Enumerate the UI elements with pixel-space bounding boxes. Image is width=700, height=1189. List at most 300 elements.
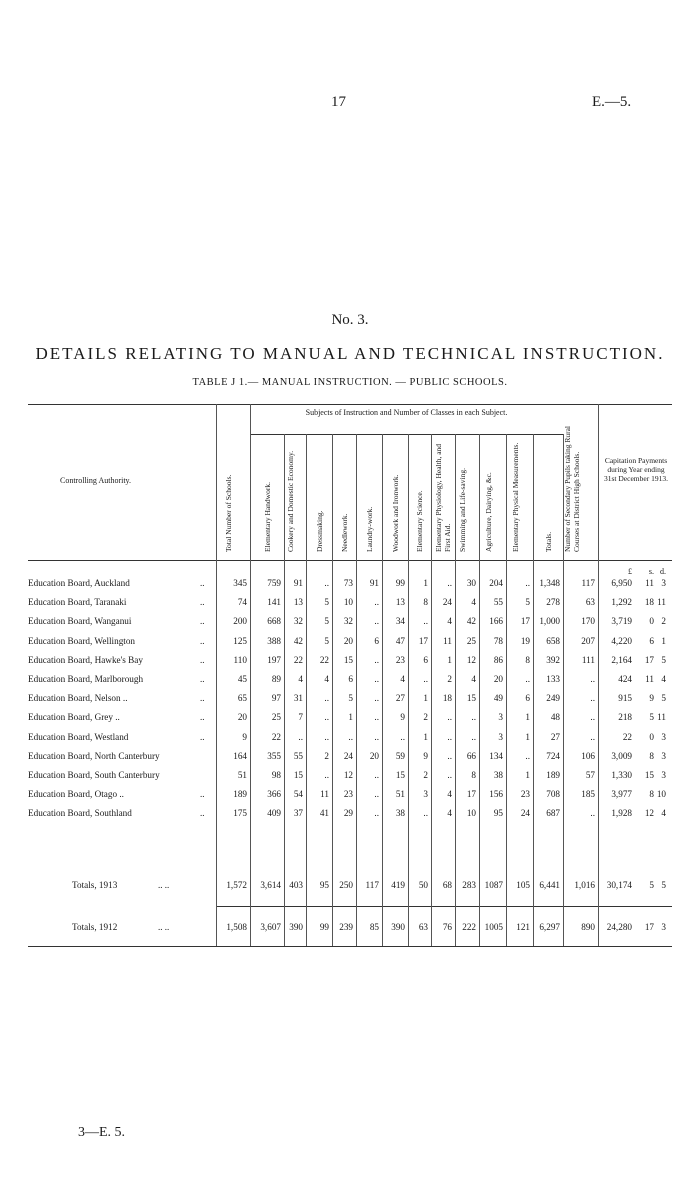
column-rule <box>408 434 409 946</box>
subjects-group-header: Subjects of Instruction and Number of Classes in each Subject. <box>305 408 508 417</box>
table-cell: .. <box>525 674 530 684</box>
money-cell: 1,292 <box>611 597 632 608</box>
money-cell: 3,977 <box>611 789 632 800</box>
table-cell: 1,572 <box>226 880 247 890</box>
row-label: Education Board, Marlborough <box>28 674 144 684</box>
table-cell: 4 <box>298 674 303 684</box>
table-cell: 2 <box>423 712 428 723</box>
table-cell: 17 <box>466 789 476 800</box>
table-cell: 4 <box>447 789 452 800</box>
page-number: 17 <box>331 94 346 110</box>
money-cell: 30,174 <box>606 880 632 890</box>
leader-dots: .. <box>200 808 205 819</box>
table-cell: 50 <box>418 880 428 890</box>
money-cell: 11 <box>657 597 666 608</box>
column-rule <box>382 434 383 946</box>
table-cell: 2 <box>423 770 428 780</box>
totals-rule-1912 <box>28 946 672 947</box>
money-cell: 2 <box>661 616 666 627</box>
table-cell: 38 <box>493 770 503 780</box>
table-cell: .. <box>324 770 329 780</box>
table-cell: 73 <box>343 578 353 588</box>
row-label: Education Board, South Canterbury <box>28 770 160 780</box>
table-cell: 86 <box>493 654 503 665</box>
money-cell: 5 <box>661 880 666 890</box>
table-cell: 3 <box>498 712 503 723</box>
leader-dots: .. .. <box>158 922 170 932</box>
table-cell: 658 <box>546 635 560 646</box>
table-cell: .. <box>374 616 379 627</box>
table-cell: 42 <box>293 635 303 646</box>
column-header: Agriculture, Dairying, &c. <box>483 472 493 552</box>
totals-label: Totals, 1913 <box>72 880 118 890</box>
money-cell: 3 <box>661 922 666 932</box>
page-title: DETAILS RELATING TO MANUAL AND TECHNICAL INSTRUCTION. <box>35 344 665 363</box>
table-cell: 65 <box>237 693 247 704</box>
column-header: Needlework. <box>339 513 349 552</box>
table-cell: .. <box>590 808 595 819</box>
table-cell: 4 <box>400 674 405 684</box>
table-cell: 20 <box>237 712 247 723</box>
leader-dots: .. <box>200 712 205 723</box>
money-cell: 4 <box>661 808 666 819</box>
table-cell: 204 <box>489 578 503 588</box>
table-cell: 54 <box>293 789 303 800</box>
table-cell: 724 <box>546 750 560 761</box>
table-cell: .. <box>324 693 329 704</box>
table-cell: 668 <box>267 616 281 627</box>
table-cell: 91 <box>369 578 379 588</box>
table-cell: 3 <box>498 731 503 742</box>
table-cell: 250 <box>339 880 353 890</box>
table-cell: .. <box>374 674 379 684</box>
table-cell: .. <box>447 750 452 761</box>
table-cell: 1087 <box>484 880 503 890</box>
table-cell: 106 <box>581 750 595 761</box>
money-cell: 3 <box>661 578 666 588</box>
money-cell: 4 <box>661 674 666 684</box>
leader-dots: .. <box>200 693 205 704</box>
row-label: Education Board, Otago .. <box>28 789 124 800</box>
table-cell: .. <box>590 731 595 742</box>
column-header: Swimming and Life-saving. <box>458 468 467 552</box>
money-cell: 5 <box>649 712 654 723</box>
table-cell: 20 <box>369 750 379 761</box>
table-cell: 390 <box>289 922 303 932</box>
money-cell: 2,164 <box>611 654 632 665</box>
money-cell: 0 <box>649 616 654 627</box>
controlling-authority-header: Controlling Authority. <box>60 476 132 485</box>
table-cell: 392 <box>546 654 560 665</box>
table-cell: 1 <box>447 654 452 665</box>
table-cell: .. <box>590 712 595 723</box>
table-cell: 4 <box>324 674 329 684</box>
table-cell: 197 <box>267 654 281 665</box>
table-cell: 141 <box>267 597 281 608</box>
table-cell: 32 <box>343 616 353 627</box>
leader-dots: .. <box>200 654 205 665</box>
table-cell: .. <box>590 693 595 704</box>
table-cell: 11 <box>320 789 329 800</box>
money-cell: 6,950 <box>611 578 632 588</box>
table-cell: 25 <box>271 712 281 723</box>
table-cell: .. <box>423 674 428 684</box>
table-cell: 1 <box>423 693 428 704</box>
money-cell: 9 <box>649 693 654 704</box>
table-cell: .. <box>447 578 452 588</box>
table-cell: 91 <box>293 578 303 588</box>
money-cell: 5 <box>649 880 654 890</box>
leader-dots: .. <box>200 616 205 627</box>
column-header: Elementary Physical Measurements. <box>510 442 520 552</box>
table-cell: 390 <box>391 922 405 932</box>
table-cell: 7 <box>298 712 303 723</box>
table-cell: 164 <box>233 750 247 761</box>
table-cell: 78 <box>493 635 503 646</box>
leader-dots: .. <box>200 597 205 608</box>
table-cell: 74 <box>237 597 247 608</box>
table-cell: 95 <box>319 880 329 890</box>
table-cell: 3,607 <box>260 922 281 932</box>
table-cell: 283 <box>462 880 476 890</box>
column-header: Elementary Physiology, Health, and First Aid. <box>434 443 452 552</box>
column-header: Totals. <box>543 531 553 552</box>
leader-dots: .. <box>200 635 205 646</box>
table-cell: 49 <box>493 693 503 704</box>
table-cell: 355 <box>267 750 281 761</box>
table-cell: 345 <box>233 578 247 588</box>
table-cell: 6 <box>525 693 530 704</box>
column-header: Dressmaking. <box>314 510 324 552</box>
table-cell: 9 <box>400 712 405 723</box>
table-cell: 1,508 <box>226 922 247 932</box>
table-cell: .. <box>374 808 379 819</box>
table-cell: 1 <box>423 578 428 588</box>
table-cell: 5 <box>324 635 329 646</box>
column-header: Woodwork and Ironwork. <box>390 474 400 552</box>
table-cell: 23 <box>520 789 530 800</box>
table-cell: .. <box>374 654 379 665</box>
table-cell: 10 <box>343 597 353 608</box>
table-cell: 175 <box>233 808 247 819</box>
table-cell: .. <box>374 770 379 780</box>
table-cell: 47 <box>395 635 405 646</box>
table-cell: 105 <box>516 880 530 890</box>
table-cell: 5 <box>348 693 353 704</box>
table-cell: 31 <box>293 693 303 704</box>
column-header: Laundry-work. <box>364 506 374 552</box>
table-cell: .. <box>298 731 303 742</box>
column-rule <box>284 434 285 946</box>
table-cell: .. <box>525 578 530 588</box>
table-cell: 1 <box>348 712 353 723</box>
table-cell: .. <box>525 750 530 761</box>
table-cell: .. <box>447 712 452 723</box>
table-cell: 6 <box>423 654 428 665</box>
table-cell: 6,297 <box>539 922 560 932</box>
table-cell: 1 <box>423 731 428 742</box>
table-cell: 38 <box>395 808 405 819</box>
header-bottom-rule <box>28 560 672 561</box>
table-cell: 125 <box>233 635 247 646</box>
money-cell: 424 <box>618 674 632 684</box>
table-subtitle: TABLE J 1.— MANUAL INSTRUCTION. — PUBLIC SCHOOLS. <box>192 377 508 388</box>
table-cell: 85 <box>369 922 379 932</box>
table-cell: 1,016 <box>574 880 595 890</box>
table-cell: .. <box>423 616 428 627</box>
totals-label: Totals, 1912 <box>72 922 118 932</box>
table-cell: 55 <box>293 750 303 761</box>
table-cell: .. <box>471 712 476 723</box>
money-cell: 1,330 <box>611 770 632 780</box>
money-cell: 11 <box>645 578 654 588</box>
table-cell: 134 <box>489 750 503 761</box>
table-cell: 13 <box>395 597 405 608</box>
table-cell: 189 <box>233 789 247 800</box>
row-label: Education Board, Hawke's Bay <box>28 654 143 665</box>
table-cell: 388 <box>267 635 281 646</box>
row-label: Education Board, Westland <box>28 731 129 742</box>
table-cell: 111 <box>581 654 595 665</box>
table-cell: 166 <box>489 616 503 627</box>
table-cell: .. <box>423 808 428 819</box>
table-cell: .. <box>348 731 353 742</box>
money-cell: 4,220 <box>611 635 632 646</box>
column-header: Elementary Science. <box>415 490 424 552</box>
column-rule <box>356 434 357 946</box>
table-cell: 41 <box>319 808 329 819</box>
money-cell: 10 <box>656 789 666 800</box>
leader-dots: .. <box>200 674 205 684</box>
table-cell: 6,441 <box>539 880 560 890</box>
money-unit-label: s. <box>648 567 654 576</box>
money-cell: 3 <box>661 731 666 742</box>
money-cell: 6 <box>649 635 654 646</box>
table-cell: 4 <box>447 808 452 819</box>
table-cell: 27 <box>550 731 560 742</box>
row-label: Education Board, Grey .. <box>28 712 120 723</box>
money-cell: 17 <box>644 922 654 932</box>
table-cell: 1,348 <box>539 578 560 588</box>
table-cell: 1,000 <box>539 616 560 627</box>
table-cell: 95 <box>493 808 503 819</box>
table-cell: 1005 <box>484 922 503 932</box>
column-rule <box>455 434 456 946</box>
leader-dots: .. <box>200 731 205 742</box>
money-cell: 915 <box>618 693 632 704</box>
money-cell: 218 <box>618 712 632 723</box>
table-cell: .. <box>374 597 379 608</box>
table-cell: 76 <box>442 922 452 932</box>
money-cell: 5 <box>661 693 666 704</box>
table-cell: 22 <box>271 731 281 742</box>
money-cell: 3 <box>661 750 666 761</box>
column-header: Elementary Handwork. <box>262 482 272 552</box>
money-cell: 18 <box>644 597 654 608</box>
money-cell: 3,009 <box>611 750 632 761</box>
table-cell: 15 <box>395 770 405 780</box>
column-rule <box>332 434 333 946</box>
money-cell: 1,928 <box>611 808 632 819</box>
table-cell: .. <box>324 731 329 742</box>
table-cell: 12 <box>343 770 353 780</box>
table-cell: 5 <box>525 597 530 608</box>
table-cell: .. <box>471 731 476 742</box>
row-label: Education Board, Wanganui <box>28 616 132 627</box>
money-cell: 11 <box>645 674 654 684</box>
money-cell: 3 <box>661 770 666 780</box>
column-header: Number of Secondary Pupils taking Rural Courses at District High Schools. <box>562 425 581 552</box>
page-footer: 3—E. 5. <box>78 1125 126 1140</box>
table-cell: 17 <box>520 616 530 627</box>
table-cell: 37 <box>293 808 303 819</box>
table-cell: .. <box>447 731 452 742</box>
table-cell: 51 <box>237 770 247 780</box>
table-cell: 15 <box>293 770 303 780</box>
table-cell: 63 <box>418 922 428 932</box>
table-cell: 8 <box>525 654 530 665</box>
leader-dots: .. <box>200 578 205 588</box>
table-cell: 5 <box>324 597 329 608</box>
section-number: No. 3. <box>331 312 369 328</box>
table-cell: 51 <box>395 789 405 800</box>
page-reference: E.—5. <box>592 94 632 110</box>
table-cell: 278 <box>546 597 560 608</box>
row-label: Education Board, Wellington <box>28 635 136 646</box>
table-cell: 6 <box>348 674 353 684</box>
table-cell: 156 <box>489 789 503 800</box>
table-cell: 24 <box>442 597 452 608</box>
table-cell: 10 <box>466 808 476 819</box>
table-cell: 55 <box>493 597 503 608</box>
table-cell: 2 <box>324 750 329 761</box>
table-cell: 57 <box>585 770 595 780</box>
table-cell: 1 <box>525 712 530 723</box>
table-cell: 27 <box>395 693 405 704</box>
table-cell: 239 <box>339 922 353 932</box>
table-cell: 366 <box>267 789 281 800</box>
table-cell: 8 <box>423 597 428 608</box>
table-cell: 32 <box>293 616 303 627</box>
table-cell: 48 <box>550 712 560 723</box>
table-cell: 45 <box>237 674 247 684</box>
money-cell: 0 <box>649 731 654 742</box>
table-cell: 22 <box>319 654 329 665</box>
row-label: Education Board, Auckland <box>28 578 130 588</box>
table-cell: 13 <box>293 597 303 608</box>
money-cell: 1 <box>661 635 666 646</box>
table-cell: .. <box>374 731 379 742</box>
table-cell: 34 <box>395 616 405 627</box>
table-cell: 4 <box>471 597 476 608</box>
column-rule <box>431 434 432 946</box>
table-cell: 23 <box>343 789 353 800</box>
table-cell: 9 <box>423 750 428 761</box>
money-cell: 22 <box>622 731 632 742</box>
table-cell: .. <box>324 578 329 588</box>
table-cell: 97 <box>271 693 281 704</box>
table-cell: 99 <box>395 578 405 588</box>
leader-dots: .. <box>200 789 205 800</box>
table-cell: 170 <box>581 616 595 627</box>
row-label: Education Board, Southland <box>28 808 132 819</box>
table-cell: 207 <box>581 635 595 646</box>
column-rule <box>306 434 307 946</box>
table-cell: 1 <box>525 731 530 742</box>
table-cell: .. <box>324 712 329 723</box>
table-cell: 419 <box>391 880 405 890</box>
table-cell: 15 <box>466 693 476 704</box>
table-cell: 110 <box>233 654 247 665</box>
table-cell: 5 <box>324 616 329 627</box>
table-cell: .. <box>374 693 379 704</box>
table-cell: 189 <box>546 770 560 780</box>
column-header: Cookery and Domestic Economy. <box>286 450 295 552</box>
table-cell: .. <box>590 674 595 684</box>
table-cell: 185 <box>581 789 595 800</box>
table-cell: 222 <box>462 922 476 932</box>
table-cell: 4 <box>471 674 476 684</box>
table-cell: 59 <box>395 750 405 761</box>
table-cell: 68 <box>442 880 452 890</box>
money-unit-label: £ <box>628 567 632 576</box>
column-rule <box>506 434 507 946</box>
money-cell: 12 <box>644 808 654 819</box>
money-cell: 11 <box>657 712 666 723</box>
table-cell: 12 <box>466 654 476 665</box>
table-cell: 99 <box>319 922 329 932</box>
table-cell: 24 <box>343 750 353 761</box>
table-cell: 30 <box>466 578 476 588</box>
capitation-header: Capitation Payments during Year ending 31st December 1913. <box>604 456 668 483</box>
table-cell: 890 <box>581 922 595 932</box>
column-rule <box>479 434 480 946</box>
table-cell: 24 <box>520 808 530 819</box>
money-cell: 5 <box>661 654 666 665</box>
table-cell: 66 <box>466 750 476 761</box>
money-cell: 8 <box>649 750 654 761</box>
table-cell: 403 <box>289 880 303 890</box>
table-cell: 2 <box>447 674 452 684</box>
table-cell: 759 <box>267 578 281 588</box>
table-cell: 98 <box>271 770 281 780</box>
table-cell: 687 <box>546 808 560 819</box>
money-unit-label: d. <box>660 567 666 576</box>
row-label: Education Board, Taranaki <box>28 597 127 608</box>
table-cell: 23 <box>395 654 405 665</box>
table-top-rule <box>28 404 672 405</box>
table-cell: 9 <box>242 731 247 742</box>
money-cell: 8 <box>649 789 654 800</box>
table-cell: 42 <box>466 616 476 627</box>
table-cell: 18 <box>442 693 452 704</box>
money-cell: 3,719 <box>611 616 632 627</box>
column-rule <box>533 434 534 946</box>
table-cell: 117 <box>365 880 379 890</box>
row-label: Education Board, Nelson .. <box>28 693 128 704</box>
group-header-rule <box>250 434 563 435</box>
table-cell: 4 <box>447 616 452 627</box>
table-cell: .. <box>400 731 405 742</box>
table-cell: 11 <box>443 635 452 646</box>
money-cell: 15 <box>644 770 654 780</box>
table-cell: 29 <box>343 808 353 819</box>
money-cell: 24,280 <box>606 922 632 932</box>
table-cell: 22 <box>293 654 303 665</box>
table-cell: 708 <box>546 789 560 800</box>
table-cell: 249 <box>546 693 560 704</box>
table-cell: 20 <box>493 674 503 684</box>
